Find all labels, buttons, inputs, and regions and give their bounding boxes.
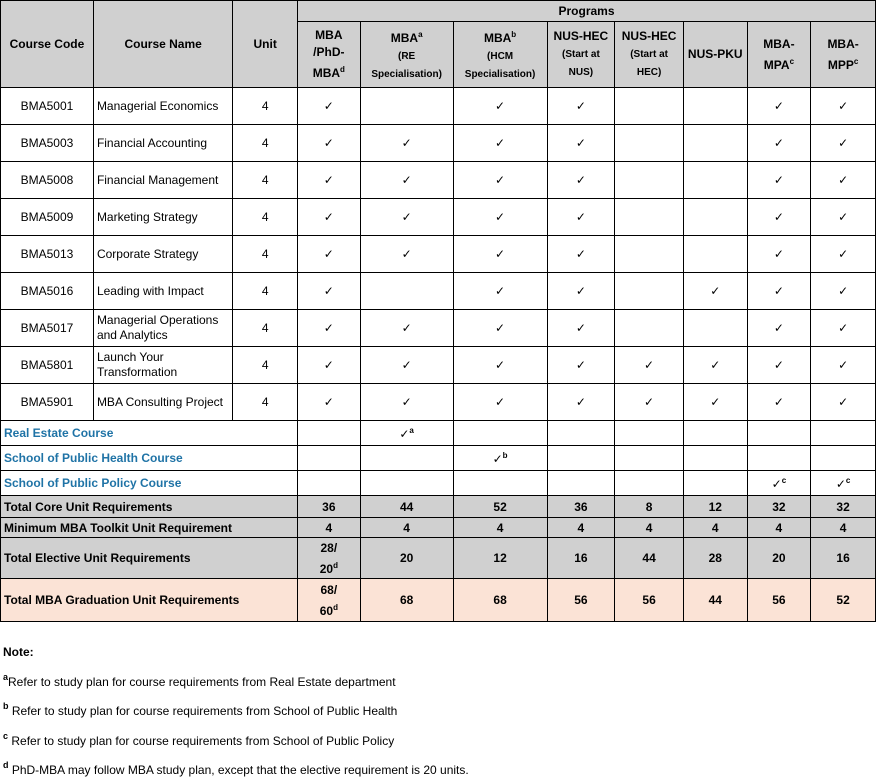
check-icon: ✓ [298,347,361,384]
course-name: Managerial Economics [93,88,232,125]
check-icon: ✓ [453,273,547,310]
empty-cell [683,125,747,162]
empty-cell [683,421,747,446]
empty-cell [360,88,453,125]
course-code: BMA5901 [1,384,94,421]
course-name: Financial Management [93,162,232,199]
empty-cell [811,446,876,471]
check-icon: ✓ [683,384,747,421]
check-icon: ✓ [547,384,615,421]
program-header-0: MBA /PhD- MBA$^d$ [298,22,361,88]
program-header-4: NUS-HEC (Start at HEC) [615,22,684,88]
course-row [1,236,876,273]
total-label: Total Core Unit Requirements [1,496,298,518]
check-icon: ✓ [811,88,876,125]
total-value: 4 [547,518,615,538]
check-icon: ✓ [547,125,615,162]
course-name: MBA Consulting Project [93,384,232,421]
check-icon: ✓ [747,125,811,162]
course-name: Leading with Impact [93,273,232,310]
course-code: BMA5016 [1,273,94,310]
check-icon: ✓ [811,347,876,384]
notes-title: Note: [3,645,34,659]
total-value: 56 [547,579,615,622]
check-icon: ✓ [547,310,615,347]
empty-cell [615,236,684,273]
total-value: 44 [683,579,747,622]
program-header-2: MBA$^b$ (HCM Specialisation) [453,22,547,88]
note-item: $^c$ Refer to study plan for course requirements from School of Public Policy [3,730,395,748]
check-icon: ✓ [453,162,547,199]
course-code: BMA5017 [1,310,94,347]
check-icon: ✓ [811,236,876,273]
total-label: Total MBA Graduation Unit Requirements [1,579,298,622]
empty-cell [683,88,747,125]
check-icon: ✓ [747,88,811,125]
total-value: 4 [298,518,361,538]
check-icon: ✓ [747,199,811,236]
total-value: 20 [360,538,453,579]
check-icon: ✓$^b$ [453,446,547,471]
check-icon: ✓ [360,384,453,421]
course-row [1,384,876,421]
total-value: 44 [360,496,453,518]
total-value: 28 [683,538,747,579]
total-value: 52 [811,579,876,622]
total-value-phd: 28/ 20$^d$ [298,538,361,579]
program-header-1: MBA$^a$ (RE Specialisation) [360,22,453,88]
check-icon: ✓ [453,88,547,125]
total-value: 20 [747,538,811,579]
course-unit: 4 [233,125,298,162]
empty-cell [547,421,615,446]
check-icon: ✓ [683,273,747,310]
empty-cell [615,162,684,199]
special-course-row [1,471,876,496]
course-unit: 4 [233,199,298,236]
check-icon: ✓ [298,236,361,273]
program-header-3: NUS-HEC (Start at NUS) [547,22,615,88]
course-row [1,199,876,236]
total-value: 4 [683,518,747,538]
course-code: BMA5003 [1,125,94,162]
check-icon: ✓ [298,199,361,236]
check-icon: ✓ [811,125,876,162]
course-unit: 4 [233,310,298,347]
total-row-graduation [1,579,876,622]
empty-cell [683,310,747,347]
header-unit: Unit [233,1,298,88]
check-icon: ✓ [360,162,453,199]
special-course-label: School of Public Policy Course [1,471,298,496]
total-value: 16 [547,538,615,579]
check-icon: ✓$^c$ [811,471,876,496]
empty-cell [360,471,453,496]
check-icon: ✓ [547,347,615,384]
total-value: 56 [615,579,684,622]
empty-cell [747,421,811,446]
total-value: 68 [453,579,547,622]
empty-cell [615,125,684,162]
course-row [1,125,876,162]
course-row [1,310,876,347]
check-icon: ✓ [747,162,811,199]
course-code: BMA5008 [1,162,94,199]
total-value: 36 [547,496,615,518]
total-value: 12 [453,538,547,579]
check-icon: ✓ [453,347,547,384]
total-value: 12 [683,496,747,518]
total-value: 4 [360,518,453,538]
course-unit: 4 [233,347,298,384]
course-row [1,162,876,199]
check-icon: ✓ [747,347,811,384]
empty-cell [547,471,615,496]
special-course-row [1,446,876,471]
course-name: Corporate Strategy [93,236,232,273]
check-icon: ✓ [453,236,547,273]
special-course-label: School of Public Health Course [1,446,298,471]
check-icon: ✓ [547,88,615,125]
check-icon: ✓ [747,310,811,347]
empty-cell [615,446,684,471]
empty-cell [360,446,453,471]
total-value-phd: 68/ 60$^d$ [298,579,361,622]
special-course-row [1,421,876,446]
course-unit: 4 [233,162,298,199]
total-value: 52 [453,496,547,518]
check-icon: ✓ [298,384,361,421]
header-row-top [1,1,876,22]
course-code: BMA5009 [1,199,94,236]
check-icon: ✓ [360,125,453,162]
empty-cell [811,421,876,446]
empty-cell [615,421,684,446]
total-value: 32 [811,496,876,518]
note-item: $^d$ PhD-MBA may follow MBA study plan, except that the elective requirement is 20 units. [3,760,469,777]
total-value: 4 [615,518,684,538]
total-value: 8 [615,496,684,518]
special-course-label: Real Estate Course [1,421,298,446]
check-icon: ✓ [298,162,361,199]
empty-cell [453,421,547,446]
program-header-6: MBA- MPA$^c$ [747,22,811,88]
course-name: Launch Your Transformation [93,347,232,384]
check-icon: ✓$^a$ [360,421,453,446]
empty-cell [683,236,747,273]
check-icon: ✓ [547,273,615,310]
empty-cell [683,162,747,199]
check-icon: ✓ [298,310,361,347]
total-value: 68 [360,579,453,622]
check-icon: ✓ [298,88,361,125]
course-code: BMA5013 [1,236,94,273]
course-code: BMA5801 [1,347,94,384]
header-course-code: Course Code [1,1,94,88]
course-unit: 4 [233,273,298,310]
course-unit: 4 [233,88,298,125]
program-header-5: NUS-PKU [683,22,747,88]
check-icon: ✓ [453,384,547,421]
check-icon: ✓ [747,236,811,273]
notes [3,640,469,783]
check-icon: ✓ [615,384,684,421]
check-icon: ✓ [360,199,453,236]
note-item: $^a$Refer to study plan for course requirements from Real Estate department [3,671,396,689]
empty-cell [683,471,747,496]
total-value: 16 [811,538,876,579]
check-icon: ✓ [811,384,876,421]
check-icon: ✓$^c$ [747,471,811,496]
check-icon: ✓ [360,310,453,347]
course-name: Marketing Strategy [93,199,232,236]
total-value: 44 [615,538,684,579]
check-icon: ✓ [747,384,811,421]
check-icon: ✓ [811,310,876,347]
total-row-toolkit [1,518,876,538]
header-programs: Programs [298,1,876,22]
total-value: 4 [747,518,811,538]
total-row-elective [1,538,876,579]
check-icon: ✓ [811,273,876,310]
empty-cell [298,421,361,446]
check-icon: ✓ [453,125,547,162]
check-icon: ✓ [547,162,615,199]
empty-cell [615,88,684,125]
check-icon: ✓ [298,273,361,310]
total-value: 4 [811,518,876,538]
total-row-core [1,496,876,518]
empty-cell [360,273,453,310]
note-item: $^b$ Refer to study plan for course requirements from School of Public Health [3,701,398,718]
empty-cell [298,471,361,496]
course-unit: 4 [233,236,298,273]
check-icon: ✓ [298,125,361,162]
total-label: Total Elective Unit Requirements [1,538,298,579]
empty-cell [453,471,547,496]
empty-cell [747,446,811,471]
empty-cell [615,199,684,236]
program-header-7: MBA- MPP$^c$ [811,22,876,88]
empty-cell [615,273,684,310]
check-icon: ✓ [615,347,684,384]
total-label: Minimum MBA Toolkit Unit Requirement [1,518,298,538]
check-icon: ✓ [811,199,876,236]
empty-cell [547,446,615,471]
course-row [1,347,876,384]
empty-cell [683,446,747,471]
empty-cell [615,471,684,496]
course-name: Managerial Operations and Analytics [93,310,232,347]
empty-cell [298,446,361,471]
course-code: BMA5001 [1,88,94,125]
empty-cell [683,199,747,236]
course-row [1,273,876,310]
check-icon: ✓ [453,310,547,347]
total-value: 36 [298,496,361,518]
empty-cell [615,310,684,347]
course-row [1,88,876,125]
check-icon: ✓ [453,199,547,236]
total-value: 32 [747,496,811,518]
check-icon: ✓ [360,347,453,384]
check-icon: ✓ [547,199,615,236]
check-icon: ✓ [747,273,811,310]
check-icon: ✓ [360,236,453,273]
header-course-name: Course Name [93,1,232,88]
course-name: Financial Accounting [93,125,232,162]
check-icon: ✓ [683,347,747,384]
course-unit: 4 [233,384,298,421]
total-value: 4 [453,518,547,538]
check-icon: ✓ [547,236,615,273]
total-value: 56 [747,579,811,622]
check-icon: ✓ [811,162,876,199]
